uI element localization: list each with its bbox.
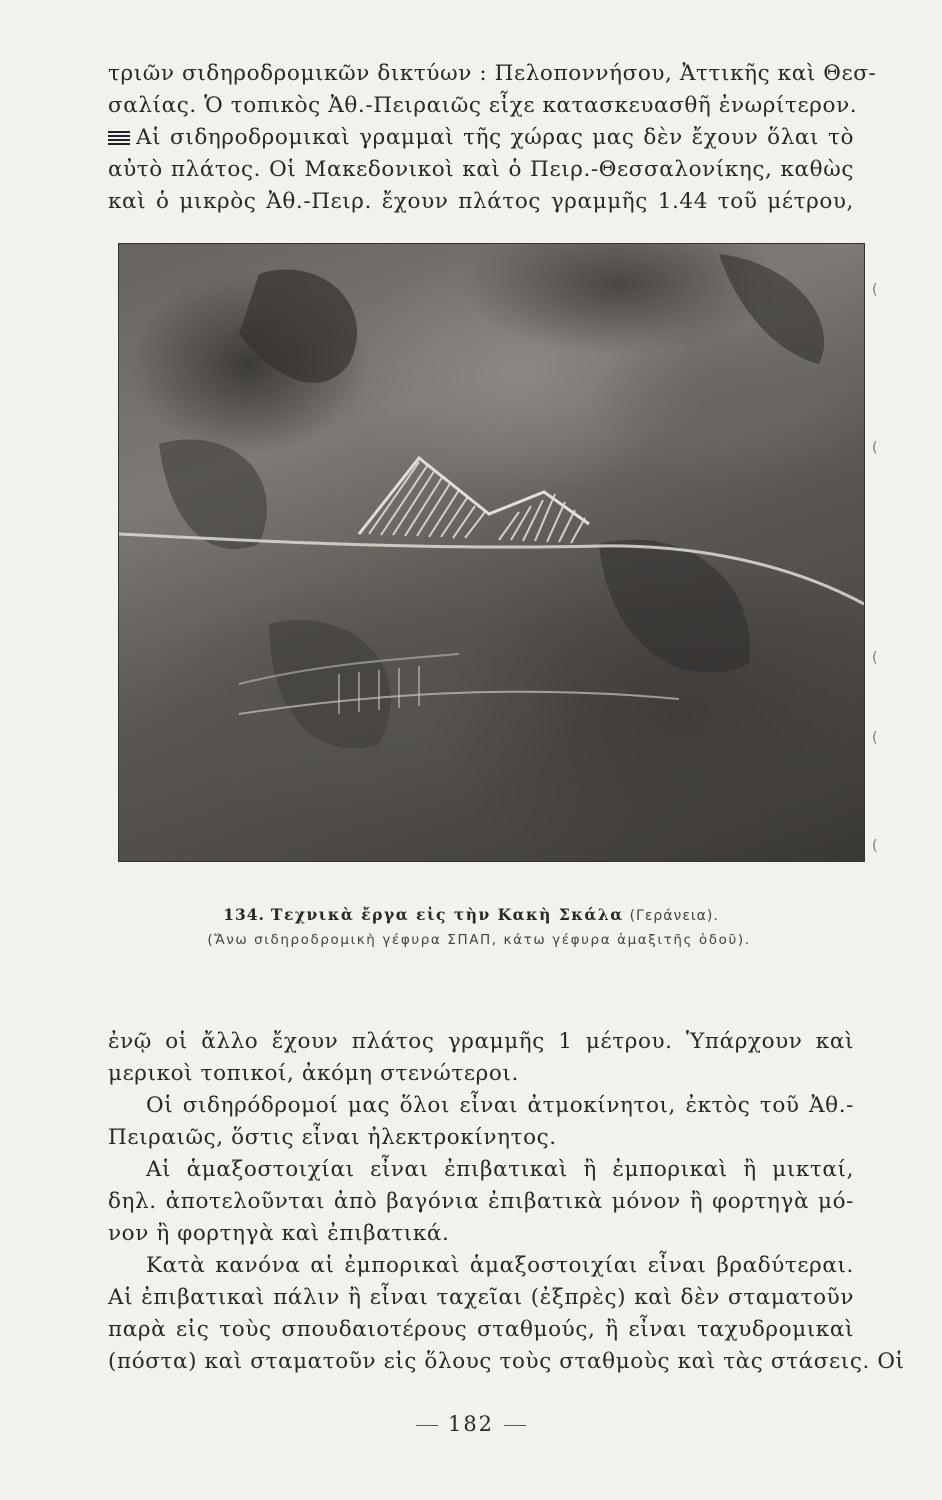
text-line: Αἱ σιδηροδρομικαὶ γραμμαὶ τῆς χώρας μας δὲν ἔχουν ὅλαι τὸ <box>136 125 854 150</box>
text-line: δηλ. ἀποτελοῦνται ἀπὸ βαγόνια ἐπιβατικὰ μόνον ἢ φορτηγὰ μό- <box>108 1189 854 1214</box>
page-number-text: 182 <box>447 1412 495 1436</box>
text-line: νον ἢ φορτηγὰ καὶ ἐπιβατικά. <box>108 1221 450 1246</box>
edge-mark: ( <box>872 282 878 298</box>
paragraph-marker-icon <box>108 131 130 145</box>
text-line: παρὰ εἰς τοὺς σπουδαιοτέρους σταθμούς, ἢ εἶναι ταχυδρομικαὶ <box>108 1317 854 1342</box>
figure-place: (Γεράνεια). <box>629 908 719 924</box>
text-line: αὐτὸ πλάτος. Οἱ Μακεδονικοὶ καὶ ὁ Πειρ.-Θεσσαλονίκης, καθὼς <box>108 157 854 182</box>
page-number <box>0 1412 942 1436</box>
text-line: τριῶν σιδηροδρομικῶν δικτύων : Πελοποννήσου, Ἀττικῆς καὶ Θεσ- <box>108 61 877 86</box>
edge-mark: ( <box>872 838 878 854</box>
text-line: καὶ ὁ μικρὸς Ἀθ.-Πειρ. ἔχουν πλάτος γραμμῆς 1.44 τοῦ μέτρου, <box>108 189 854 214</box>
text-line-with-marker <box>108 122 854 154</box>
edge-mark: ( <box>872 730 878 746</box>
dash-right <box>504 1425 526 1426</box>
edge-mark: ( <box>872 650 878 666</box>
photo-illustration <box>119 244 864 861</box>
edge-mark: ( <box>872 440 878 456</box>
figure-title: Τεχνικὰ ἔργα εἰς τὴν Κακὴ Σκάλα <box>270 905 624 924</box>
dash-left <box>416 1425 438 1426</box>
text-line: Οἱ σιδηρόδρομοί μας ὅλοι εἶναι ἀτμοκίνητοι, ἐκτὸς τοῦ Ἀθ.- <box>146 1093 854 1118</box>
figure-caption <box>0 905 942 924</box>
text-line: Κατὰ κανόνα αἱ ἐμπορικαὶ ἁμαξοστοιχίαι εἶναι βραδύτεραι. <box>146 1253 854 1278</box>
bridge-photograph <box>118 243 865 862</box>
bottom-paragraphs <box>108 1026 905 1378</box>
text-line: ἐνῷ οἱ ἄλλο ἔχουν πλάτος γραμμῆς 1 μέτρου. Ὑπάρχουν καὶ <box>108 1029 854 1054</box>
top-paragraph <box>108 58 877 218</box>
text-line: (πόστα) καὶ σταματοῦν εἰς ὅλους τοὺς σταθμοὺς καὶ τὰς στάσεις. Οἱ <box>108 1349 905 1374</box>
text-line: μερικοὶ τοπικοί, ἀκόμη στενώτεροι. <box>108 1061 519 1086</box>
text-line: Αἱ ἐπιβατικαὶ πάλιν ἢ εἶναι ταχεῖαι (ἐξπρὲς) καὶ δὲν σταματοῦν <box>108 1285 854 1310</box>
figure-subtitle: (Ἄνω σιδηροδρομικὴ γέφυρα ΣΠΑΠ, κάτω γέφυρα ἁμαξιτῆς ὁδοῦ). <box>207 932 751 948</box>
text-line: Πειραιῶς, ὅστις εἶναι ἠλεκτροκίνητος. <box>108 1125 557 1150</box>
text-line: σαλίας. Ὁ τοπικὸς Ἀθ.-Πειραιῶς εἶχε κατασκευασθῆ ἐνωρίτερον. <box>108 93 858 118</box>
figure-number: 134. <box>223 905 265 924</box>
text-line: Αἱ ἁμαξοστοιχίαι εἶναι ἐπιβατικαὶ ἢ ἐμπορικαὶ ἢ μικταί, <box>146 1157 854 1182</box>
